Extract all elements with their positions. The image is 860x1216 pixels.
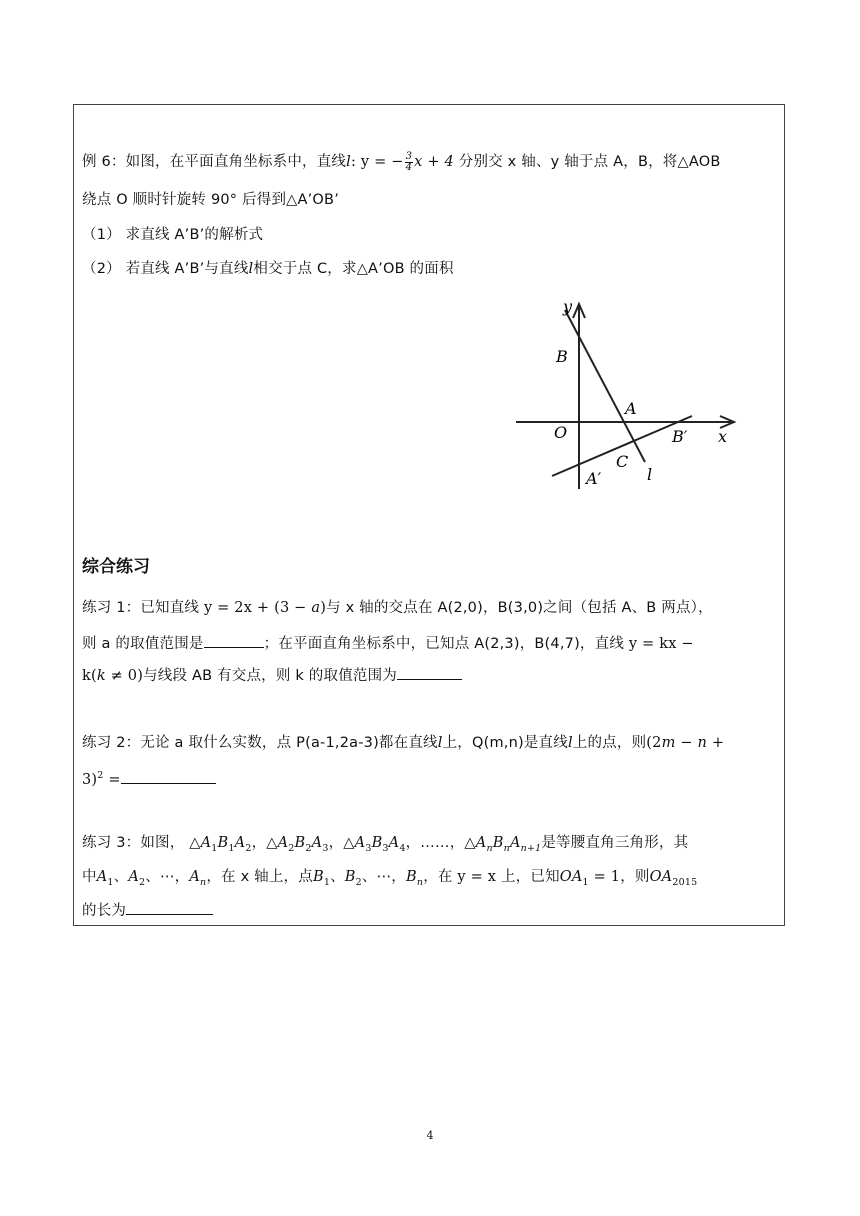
label-B-prime: B′ bbox=[672, 427, 688, 446]
label-A: A bbox=[625, 399, 637, 418]
coordinate-figure bbox=[512, 292, 752, 492]
label-B: B bbox=[556, 347, 568, 366]
answer-blank[interactable] bbox=[204, 632, 264, 648]
example6-question2: （2） 若直线 A’B’与直线l相交于点 C，求△A’OB 的面积 bbox=[82, 261, 454, 277]
example6-question1: （1） 求直线 A’B’的解析式 bbox=[82, 227, 264, 243]
label-O: O bbox=[554, 423, 568, 442]
label-l: l bbox=[647, 465, 653, 484]
ex2-line1: 练习 2：无论 a 取什么实数，点 P(a-1,2a-3)都在直线l上，Q(m,n)是直线l上的点，则(2m − n + bbox=[82, 735, 725, 751]
ex1-line1: 练习 1：已知直线 y = 2x + (3 − a)与 x 轴的交点在 A(2,0)，B(3,0)之间（包括 A、B 两点）， bbox=[82, 600, 713, 616]
example6-line2: 绕点 O 顺时针旋转 90° 后得到△A’OB’ bbox=[82, 192, 339, 208]
ex3-line2: 中$A_1$、$A_2$、⋯，$A_n$，在 x 轴上，点$B_1$、$B_2$、⋯，$B_n$，在 y = x 上，已知$OA_1 = 1$，则$OA_{2015}$ bbox=[82, 869, 698, 888]
fraction: $\frac{3}{4}$ bbox=[405, 150, 413, 173]
label-A-prime: A′ bbox=[586, 469, 602, 488]
page-number: 4 bbox=[426, 1129, 434, 1142]
label-y: y bbox=[563, 297, 573, 316]
answer-blank[interactable] bbox=[121, 768, 216, 784]
line-l bbox=[565, 310, 645, 462]
ex1-line3: k(k ≠ 0)与线段 AB 有交点，则 k 的取值范围为 bbox=[82, 664, 462, 687]
ex1-line2: 则 a 的取值范围是 ；在平面直角坐标系中，已知点 A(2,3)，B(4,7)，直线 y = kx − bbox=[82, 632, 694, 655]
answer-blank[interactable] bbox=[126, 899, 213, 915]
ex2-line2: 3)$^2$ = bbox=[82, 765, 216, 791]
section-title: 综合练习 bbox=[82, 557, 150, 577]
example6-line1: 例 6：如图，在平面直角坐标系中，直线l: y = − $\frac{3}{4}$ x + 4 分别交 x 轴、y 轴于点 A，B，将△AOB bbox=[82, 150, 721, 173]
label-C: C bbox=[616, 452, 629, 471]
ex3-line3: 的长为 bbox=[82, 899, 213, 922]
ex3-line1: 练习 3：如图， $\triangle A_1B_1A_2$，$\triangle A_2B_2A_3$，$\triangle A_3B_3A_4$，……，$\triangle A_nB_nA_{n+1}$是等腰直角三角形，其 bbox=[82, 835, 689, 854]
answer-blank[interactable] bbox=[397, 664, 462, 680]
label-x: x bbox=[718, 427, 728, 446]
